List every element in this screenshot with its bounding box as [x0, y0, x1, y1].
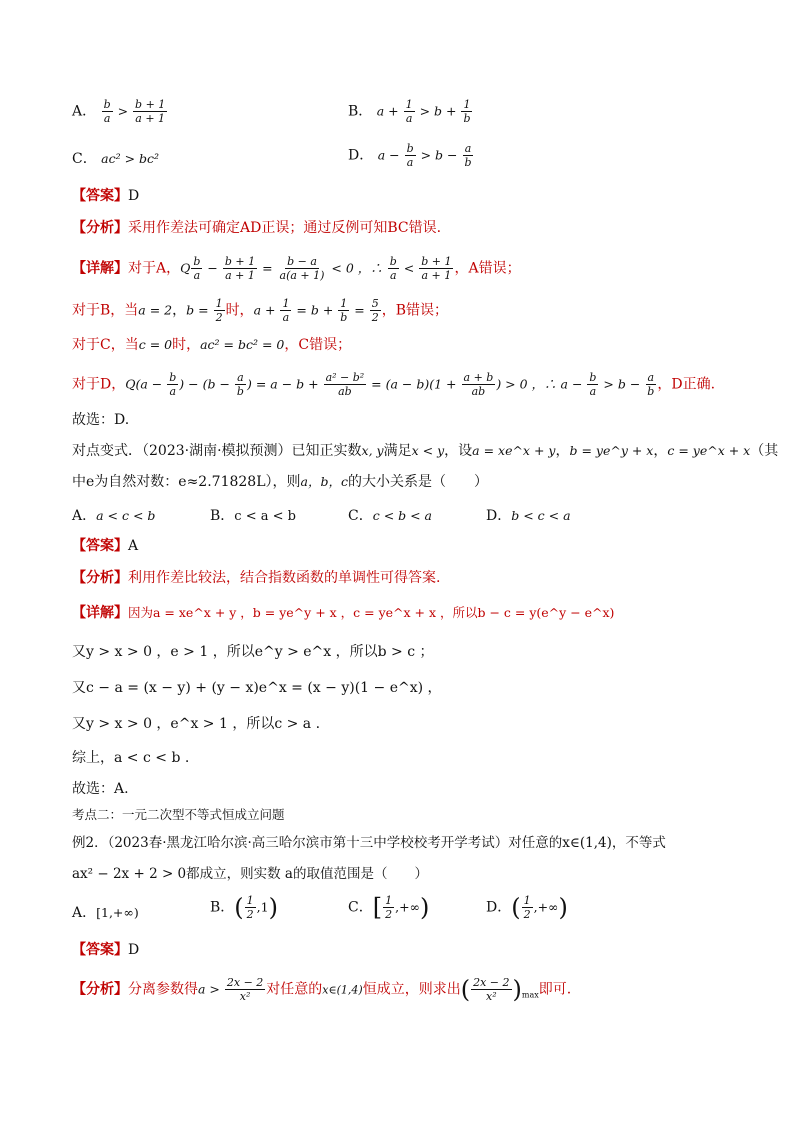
variant-line-1: 对点变式．（2023·湖南·模拟预测）已知正实数x, y满足x < y，设a = xe^x + y，b = ye^y + x，c = ye^x + x（其: [72, 443, 779, 459]
example-2-line-1: 例2．（2023春·黑龙江哈尔滨·高三哈尔滨市第十三中学校校考开学考试）对任意的x∈(1,4)，不等式: [72, 835, 666, 851]
analysis-2: 【分析】利用作差比较法，结合指数函数的单调性可得答案.: [72, 570, 441, 586]
detail-1-b: 对于B，当a = 2，b = $\frac{1}{2}$ 时，a + $\frac{1}{a}$ = b + $\frac{1}{b}$ = $\frac{5}{2}$ ，B错误；: [72, 297, 449, 324]
option-a: A．[1,+∞): [72, 905, 139, 921]
option-d: D．( $\frac{1}{2}$ ,+∞): [486, 893, 568, 922]
option-c: C． ac² > bc²: [72, 151, 160, 167]
detail-1-c: 对于C，当c = 0时，ac² = bc² = 0，C错误；: [72, 337, 352, 353]
detail-1-a: 【详解】对于A，Q $\frac{b}{a}$ − $\frac{b + 1}{a + 1}$ = $\frac{b - a}{a(a + 1)}$ < 0 ，∴ $\frac{b}{a}$ < $\frac{b + 1}{a + 1}$ ，A错误；: [72, 255, 521, 282]
detail-2-line-2: 又y > x > 0 ，e > 1 ，所以e^y > e^x ，所以b > c ；: [72, 644, 434, 660]
analysis-1: 【分析】采用作差法可确定AD正误；通过反例可知BC错误.: [72, 220, 442, 236]
detail-2-line-3: 又c − a = (x − y) + (y − x)e^x = (x − y)(1 − e^x) ，: [72, 680, 442, 696]
choose-1: 故选：D.: [72, 412, 130, 428]
option-d: D．b < c < a: [486, 508, 571, 524]
option-c: C．[ $\frac{1}{2}$ ,+∞): [348, 893, 430, 922]
option-a: A． $\frac{b}{a}$ > $\frac{b + 1}{a + 1}$: [72, 98, 166, 125]
section-heading: 考点二：一元二次型不等式恒成立问题: [72, 807, 285, 822]
fraction: $\frac{b}{a}$: [103, 98, 111, 125]
option-b: B． a + $\frac{1}{a}$ > b + $\frac{1}{b}$: [348, 98, 471, 125]
detail-2-line-4: 又y > x > 0 ，e^x > 1 ，所以c > a .: [72, 716, 321, 732]
answer-1: 【答案】D: [72, 188, 140, 204]
example-2-line-2: ax² − 2x + 2 > 0都成立，则实数 a的取值范围是（ ）: [72, 866, 428, 882]
fraction: $\frac{b + 1}{a + 1}$: [135, 98, 166, 125]
choose-2: 故选：A.: [72, 781, 129, 797]
option-b: B．c < a < b: [210, 508, 296, 524]
answer-3: 【答案】D: [72, 942, 140, 958]
option-d: D． a − $\frac{b}{a}$ > b − $\frac{a}{b}$: [348, 142, 472, 169]
analysis-3: 【分析】分离参数得a > $\frac{2x - 2}{\text{x²}}$ 对任意的x∈(1,4)恒成立，则求出( $\frac{2x - 2}{\text{x²}}$ )$_{max}$即可.: [72, 975, 572, 1004]
option-b: B．( $\frac{1}{2}$ ,1): [210, 893, 278, 922]
answer-2: 【答案】A: [72, 538, 139, 554]
detail-1-d: 对于D，Q(a − $\frac{b}{a}$ ) − (b − $\frac{a}{b}$ ) = a − b + $\frac{\text{a² − b²}}{ab}$ = (a − b)(1 + $\frac{a + b}{ab}$ ) > 0 ，∴ a − $\frac{b}{a}$ > b − $\frac{a}{b}$ ，D正确.: [72, 371, 716, 398]
detail-2-line-5: 综上，a < c < b .: [72, 750, 190, 766]
variant-line-2: 中e为自然对数：e≈2.71828L），则a，b，c的大小关系是（ ）: [72, 474, 488, 490]
detail-2-line-1: 【详解】因为a = xe^x + y ，b = ye^y + x ，c = ye^x + x ，所以b − c = y(e^y − e^x): [72, 605, 615, 621]
option-a: A．a < c < b: [72, 508, 156, 524]
option-c: C．c < b < a: [348, 508, 433, 524]
